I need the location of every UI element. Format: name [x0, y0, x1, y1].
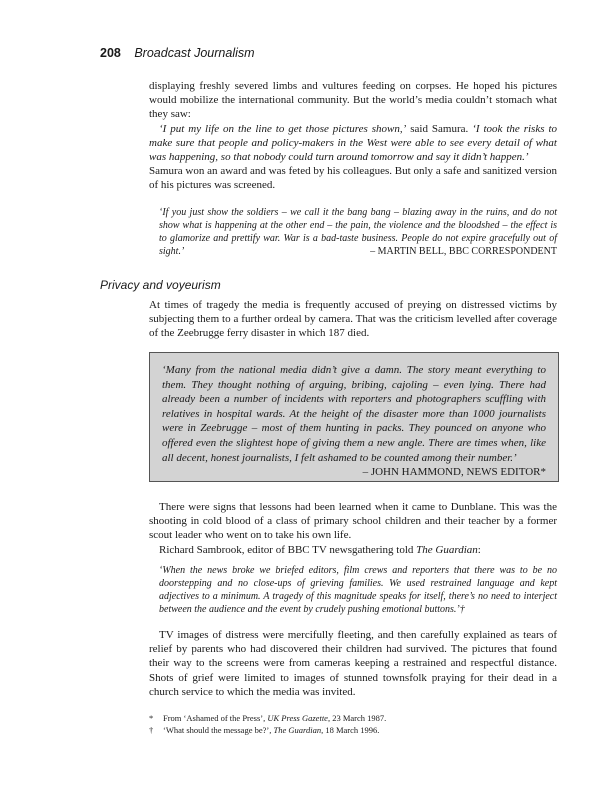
text-block-2	[149, 298, 557, 341]
sambrook-quote	[159, 564, 557, 616]
page-number: 208	[100, 46, 121, 60]
text-block-1	[149, 79, 557, 193]
text-block-3	[149, 500, 557, 557]
book-title: Broadcast Journalism	[134, 46, 255, 60]
running-header	[100, 46, 255, 60]
samura-quote-paragraph: ‘I put my life on the line to get those pictures shown,’ said Samura. ‘I took the risks to make sure that people and policy-makers in the West were able to see every detail of what was happening, so that nobody could turn around tomorrow and say it didn’t happen.’	[149, 122, 558, 164]
footnotes	[149, 712, 559, 736]
quote-attribution: – MARTIN BELL, BBC CORRESPONDENT	[370, 246, 557, 257]
paragraph: Richard Sambrook, editor of BBC TV newsgathering told The Guardian:	[159, 543, 481, 556]
section-heading: Privacy and voyeurism	[100, 278, 221, 292]
paragraph: TV images of distress were mercifully fleeting, and then carefully explained as tears of relief by parents who had discovered their children had survived. The pictures that found their way to the screens were from cameras keeping a restrained and respectful distance. Shots of grief were limited to images of stunned townsfolk praying for their dead in a church service to which the media was invited.	[149, 629, 557, 698]
box-quote-attribution: – JOHN HAMMOND, NEWS EDITOR*	[362, 466, 546, 479]
footnote: † ‘What should the message be?’, The Guardian, 18 March 1996.	[149, 725, 380, 735]
quote-text: ‘When the news broke we briefed editors, film crews and reporters that there was to be no doorstepping and no close-ups of grieving families. We used restrained language and kept adjectives to a minimum. A tragedy of this magnitude speaks for itself, there’s no need to interject between the audience and the event by crudely pushing emotional buttons.’†	[159, 565, 557, 615]
paragraph: displaying freshly severed limbs and vultures feeding on corpses. He hoped his pictures would mobilize the international community. But the world’s media couldn’t stomach what they saw:	[149, 80, 557, 121]
quote-text: ‘If you just show the soldiers – we call it the bang bang – blazing away in the ruins, and do not show what is happening at the other end – the pain, the violence and the bloodshed – the effect is to glamorize and prettify war. War is a bad-taste business. People do not expire gracefully out of sight.’	[159, 207, 557, 257]
footnote: * From ‘Ashamed of the Press’, UK Press Gazette, 23 March 1987.	[149, 713, 387, 723]
boxed-quote	[149, 352, 559, 482]
text-block-4	[149, 628, 557, 699]
paragraph: At times of tragedy the media is frequently accused of preying on distressed victims by subjecting them to a further ordeal by camera. That was the criticism levelled after coverage of the Zeebrugge ferry disaster in which 187 died.	[149, 299, 557, 340]
paragraph: There were signs that lessons had been learned when it came to Dunblane. This was the shooting in cold blood of a class of primary school children and their teacher by a former scout leader who went on to take his own life.	[149, 501, 557, 542]
box-quote-text: ‘Many from the national media didn’t give a damn. The story meant everything to them. They thought nothing of arguing, bribing, cajoling – even lying. There had already been a number of incidents with reporters and photographers scuffling with relatives in hospital wards. At the height of the disaster more than 1000 journalists were in Zeebrugge – most of them hunting in packs. They pounced on anyone who offered even the slightest hope of giving them a new angle. There are times when, like all decent, honest journalists, I felt ashamed to be counted among their number.’	[162, 364, 546, 464]
paragraph: Samura won an award and was feted by his colleagues. But only a safe and sanitized version of his pictures was screened.	[149, 165, 557, 192]
bell-quote	[159, 206, 557, 258]
